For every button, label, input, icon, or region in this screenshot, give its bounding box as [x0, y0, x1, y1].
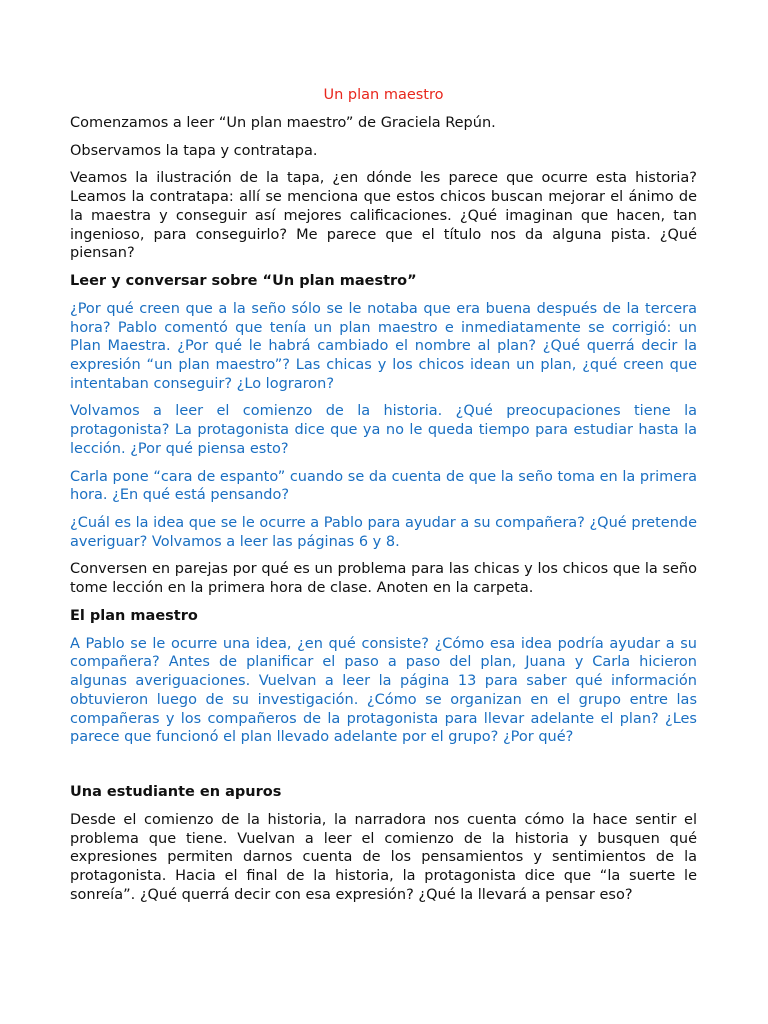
question-paragraph: Volvamos a leer el comienzo de la historia. ¿Qué preocupaciones tiene la protagonista? La protagonista dice que ya no le queda tiempo para estudiar hasta la lección. ¿Por qué piensa esto? [70, 403, 697, 457]
activity-paragraph: Conversen en parejas por qué es un problema para las chicas y los chicos que la seño tome lección en la primera hora de clase. Anoten en la carpeta. [70, 561, 697, 597]
question-paragraph: A Pablo se le ocurre una idea, ¿en qué consiste? ¿Cómo esa idea podría ayudar a su compañera? Antes de planificar el paso a paso del plan, Juana y Carla hicieron algunas averiguaciones. Vuelvan a leer la página 13 para saber qué información obtuvieron luego de su investigación. ¿Cómo se organizan en el grupo entre las compañeras y los compañeros de la protagonista para llevar adelante el plan? ¿Les parece que funcionó el plan llevado adelante por el grupo? ¿Por qué? [70, 635, 697, 746]
section-heading-una-estudiante-en-apuros: Una estudiante en apuros [70, 783, 282, 800]
intro-line-2: Observamos la tapa y contratapa. [70, 142, 318, 159]
intro-paragraph: Veamos la ilustración de la tapa, ¿en dónde les parece que ocurre esta historia? Leamos la contratapa: allí se menciona que estos chicos buscan mejorar el ánimo de la maestra y conseguir así mejores calificaciones. ¿Qué imaginan que hacen, tan ingenioso, para conseguirlo? Me parece que el título nos da alguna pista. ¿Qué piensan? [70, 170, 697, 262]
question-paragraph: ¿Por qué creen que a la seño sólo se le notaba que era buena después de la tercera hora? Pablo comentó que tenía un plan maestro e inmediatamente se corrigió: un Plan Maestra. ¿Por qué le habrá cambiado el nombre al plan? ¿Qué querrá decir la expresión “un plan maestro”? Las chicas y los chicos idean un plan, ¿qué creen que intentaban conseguir? ¿Lo lograron? [70, 300, 697, 392]
document-title: Un plan maestro [323, 87, 444, 103]
intro-line-1: Comenzamos a leer “Un plan maestro” de Graciela Repún. [70, 115, 496, 131]
section-heading-leer-y-conversar: Leer y conversar sobre “Un plan maestro” [70, 272, 417, 289]
document-page [70, 86, 697, 914]
question-paragraph: Carla pone “cara de espanto” cuando se da cuenta de que la seño toma en la primera hora. ¿En qué está pensando? [70, 468, 697, 504]
body-paragraph: Desde el comienzo de la historia, la narradora nos cuenta cómo la hace sentir el problema que tiene. Vuelvan a leer el comienzo de la historia y busquen qué expresiones permiten darnos cuenta de los pensamientos y sentimientos de la protagonista. Hacia el final de la historia, la protagonista dice que “la suerte le sonreía”. ¿Qué querrá decir con esa expresión? ¿Qué la llevará a pensar eso? [70, 811, 697, 903]
section-heading-el-plan-maestro: El plan maestro [70, 607, 198, 624]
blank-line [70, 756, 697, 783]
question-paragraph: ¿Cuál es la idea que se le ocurre a Pablo para ayudar a su compañera? ¿Qué pretende averiguar? Volvamos a leer las páginas 6 y 8. [70, 514, 698, 550]
